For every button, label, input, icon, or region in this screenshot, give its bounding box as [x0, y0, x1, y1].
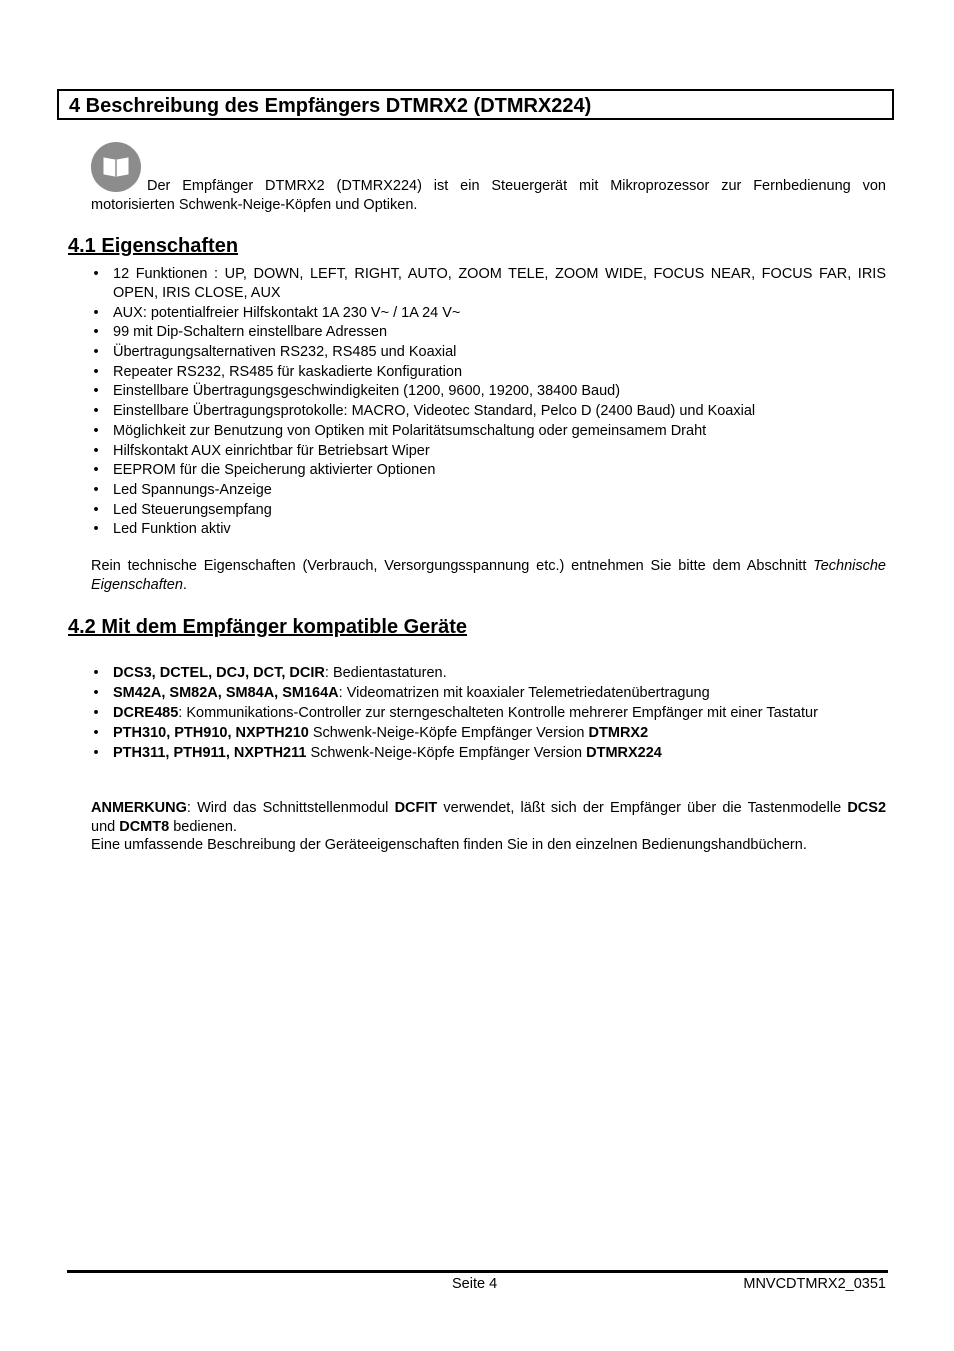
bullet-marker: • — [93, 266, 99, 282]
bullet-marker: • — [93, 324, 99, 341]
list-item — [91, 501, 886, 520]
note-paragraph — [91, 799, 886, 837]
list-item-text: Led Spannungs-Anzeige — [113, 481, 272, 498]
bullet-marker: • — [93, 304, 99, 321]
note-text-1: : Wird das Schnittstellenmodul — [186, 800, 395, 816]
note-text-2: verwendet, läßt sich der Empfänger über die Tastenmodelle — [437, 800, 848, 816]
footer-document-code: MNVCDTMRX2_0351 — [743, 1276, 886, 1292]
list-item — [91, 323, 886, 342]
device-description: : Videomatrizen mit koaxialer Telemetriedatenübertragung — [338, 685, 710, 701]
list-item — [91, 684, 886, 703]
bullet-marker: • — [93, 422, 99, 439]
device-description: : Bedientastaturen. — [324, 665, 447, 681]
device-models: PTH310, PTH910, NXPTH210 — [113, 725, 309, 741]
receiver-version: DTMRX224 — [586, 745, 662, 761]
device-models: PTH311, PTH911, NXPTH211 — [113, 745, 307, 761]
receiver-version: DTMRX2 — [588, 725, 649, 741]
list-item — [91, 265, 886, 303]
bullet-marker: • — [93, 344, 99, 361]
device-models: SM42A, SM82A, SM84A, SM164A — [113, 685, 339, 701]
list-item — [91, 363, 886, 382]
note-model-2: DCMT8 — [119, 819, 170, 835]
device-description: Schwenk-Neige-Köpfe Empfänger Version — [308, 725, 589, 741]
list-item — [91, 724, 886, 743]
technical-note-paragraph — [91, 557, 886, 595]
device-description: Schwenk-Neige-Köpfe Empfänger Version — [306, 745, 587, 761]
list-item-text: Übertragungsalternativen RS232, RS485 und Koaxial — [113, 344, 457, 361]
list-item-text: Led Steuerungsempfang — [113, 501, 272, 518]
note-label: ANMERKUNG — [91, 800, 187, 816]
list-item-text: Led Funktion aktiv — [113, 521, 231, 538]
list-item-text: Hilfskontakt AUX einrichtbar für Betriebsart Wiper — [113, 442, 430, 459]
bullet-marker: • — [93, 462, 99, 479]
device-description: : Kommunikations-Controller zur sterngeschalteten Kontrolle mehrerer Empfänger mit einer Tastatur — [178, 705, 818, 721]
list-item-text: Einstellbare Übertragungsprotokolle: MACRO, Videotec Standard, Pelco D (2400 Baud) und Koaxial — [113, 403, 756, 420]
compatible-devices-list — [91, 664, 886, 764]
bullet-marker: • — [93, 521, 99, 538]
technical-note-text: Rein technische Eigenschaften (Verbrauch, Versorgungsspannung etc.) entnehmen Sie bitte dem Abschnitt — [91, 558, 814, 574]
note-text-4: bedienen. — [169, 819, 237, 835]
list-item — [91, 744, 886, 763]
bullet-marker: • — [93, 725, 99, 741]
list-item-text: 12 Funktionen : UP, DOWN, LEFT, RIGHT, AUTO, ZOOM TELE, ZOOM WIDE, FOCUS NEAR, FOCUS FAR, IRIS OPEN, IRIS CLOSE, AUX — [113, 266, 886, 301]
technical-note-reference: Technische Eigenschaften — [91, 558, 886, 593]
list-item-text: Einstellbare Übertragungsgeschwindigkeiten (1200, 9600, 19200, 38400 Baud) — [113, 383, 621, 400]
note-model-1: DCS2 — [847, 800, 887, 816]
bullet-marker: • — [93, 481, 99, 498]
description-paragraph: Eine umfassende Beschreibung der Geräteeigenschaften finden Sie in den einzelnen Bedienungshandbüchern. — [91, 837, 807, 853]
features-list — [91, 265, 886, 540]
list-item-text: EEPROM für die Speicherung aktivierter Optionen — [113, 462, 436, 479]
chapter-heading-box — [57, 89, 894, 120]
list-item — [91, 704, 886, 723]
list-item — [91, 461, 886, 480]
bullet-marker: • — [93, 363, 99, 380]
list-item-text: Repeater RS232, RS485 für kaskadierte Konfiguration — [113, 363, 463, 380]
note-text-3: und — [91, 819, 120, 835]
note-module-name: DCFIT — [394, 800, 438, 816]
bullet-marker: • — [93, 665, 99, 681]
list-item-text: AUX: potentialfreier Hilfskontakt 1A 230 V~ / 1A 24 V~ — [113, 304, 461, 321]
device-models: DCRE485 — [113, 705, 179, 721]
bullet-marker: • — [93, 685, 99, 701]
footer-rule — [67, 1270, 888, 1273]
bullet-marker: • — [93, 745, 99, 761]
bullet-marker: • — [93, 442, 99, 459]
intro-paragraph — [91, 177, 886, 215]
list-item — [91, 402, 886, 421]
list-item-text: Möglichkeit zur Benutzung von Optiken mit Polaritätsumschaltung oder gemeinsamem Draht — [113, 422, 707, 439]
footer-page-number: Seite 4 — [452, 1276, 498, 1292]
list-item — [91, 481, 886, 500]
list-item — [91, 343, 886, 362]
list-item — [91, 422, 886, 441]
technical-note-end: . — [182, 577, 187, 593]
list-item-text: 99 mit Dip-Schaltern einstellbare Adressen — [113, 324, 388, 341]
section-heading-eigenschaften: 4.1 Eigenschaften — [68, 235, 239, 257]
list-item — [91, 304, 886, 323]
section-heading-kompatible-geraete: 4.2 Mit dem Empfänger kompatible Geräte — [68, 616, 467, 638]
bullet-marker: • — [93, 403, 99, 420]
list-item — [91, 442, 886, 461]
bullet-marker: • — [93, 383, 99, 400]
device-models: DCS3, DCTEL, DCJ, DCT, DCIR — [113, 665, 325, 681]
list-item — [91, 664, 886, 683]
list-item — [91, 520, 886, 539]
list-item — [91, 382, 886, 401]
intro-text: Der Empfänger DTMRX2 (DTMRX224) ist ein Steuergerät mit Mikroprozessor zur Fernbedienung von motorisierten Schwenk-Neige-Köpfen und Optiken. — [91, 178, 886, 213]
bullet-marker: • — [93, 501, 99, 518]
chapter-title: 4 Beschreibung des Empfängers DTMRX2 (DTMRX224) — [69, 95, 592, 117]
bullet-marker: • — [93, 705, 99, 721]
